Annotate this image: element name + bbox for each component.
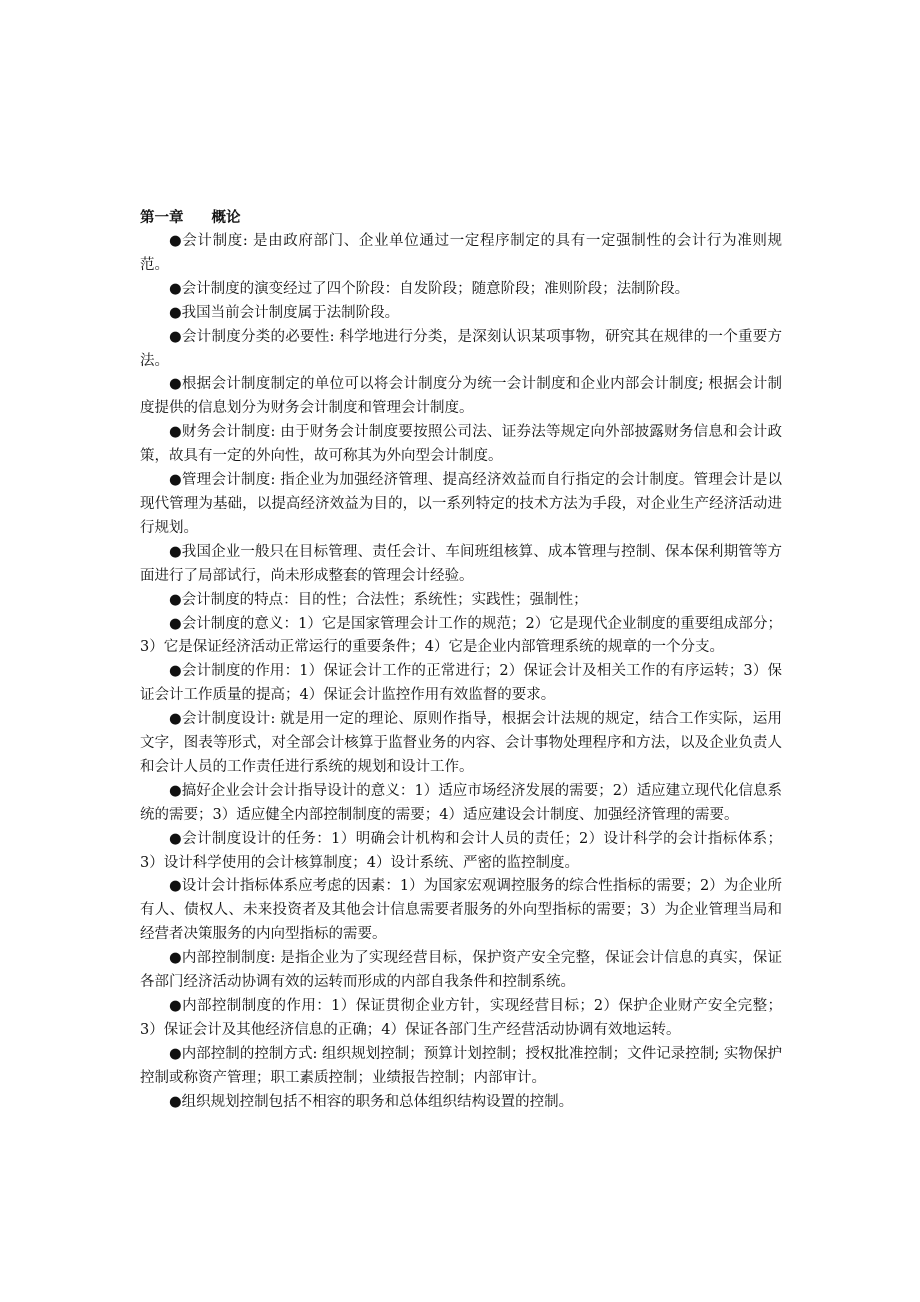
paragraph-text: 内部控制的控制方式: 组织规划控制；预算计划控制；授权批准控制；文件记录控制; 实物保护控制或称资产管理；职工素质控制；业绩报告控制；内部审计。 xyxy=(140,1045,782,1086)
bullet-icon: ● xyxy=(169,711,182,728)
paragraph-text: 会计制度设计的任务：1）明确会计机构和会计人员的责任；2）设计科学的会计指标体系；3）设计科学使用的会计核算制度；4）设计系统、严密的监控制度。 xyxy=(140,830,782,871)
paragraph-text: 会计制度的作用：1）保证会计工作的正常进行；2）保证会计及相关工作的有序运转；3）保证会计工作质量的提高；4）保证会计监控作用有效监督的要求。 xyxy=(140,663,782,704)
bullet-icon: ● xyxy=(169,782,182,799)
bullet-icon: ● xyxy=(169,998,183,1014)
bullet-icon: ● xyxy=(169,663,182,680)
paragraph xyxy=(140,230,782,278)
paragraph-text: 我国当前会计制度属于法制阶段。 xyxy=(181,304,400,321)
bullet-icon: ● xyxy=(169,376,182,393)
paragraph-text: 内部控制制度的作用：1）保证贯彻企业方针，实现经营目标；2）保护企业财产安全完整；3）保证会计及其他经济信息的正确；4）保证各部门生产经营活动协调有效地运转。 xyxy=(140,998,782,1038)
paragraph xyxy=(140,302,782,326)
paragraph-text: 设计会计指标体系应考虑的因素：1）为国家宏观调控服务的综合性指标的需要；2）为企业所有人、债权人、未来投资者及其他会计信息需要者服务的外向型指标的需要；3）为企业管理当局和经营者决策服务的内向型指标的需要。 xyxy=(140,878,782,943)
paragraph-text: 会计制度: 是由政府部门、企业单位通过一定程序制定的具有一定强制性的会计行为准则规范。 xyxy=(140,233,782,273)
paragraph xyxy=(140,828,782,876)
paragraph-text: 组织规划控制包括不相容的职务和总体组织结构设置的控制。 xyxy=(181,1093,574,1110)
paragraph xyxy=(140,326,782,374)
paragraph-text: 管理会计制度: 指企业为加强经济管理、提高经济效益而自行指定的会计制度。管理会计是以现代管理为基础，以提高经济效益为目的，以一系列特定的技术方法为手段，对企业生产经济活动进行规划。 xyxy=(140,472,782,536)
document-body xyxy=(140,206,782,1115)
paragraph-text: 搞好企业会计会计指导设计的意义：1）适应市场经济发展的需要；2）适应建立现代化信息系统的需要；3）适应健全内部控制制度的需要；4）适应建设会计制度、加强经济管理的需要。 xyxy=(140,782,782,823)
paragraph xyxy=(140,875,782,947)
paragraph xyxy=(140,589,782,613)
bullet-icon: ● xyxy=(169,830,183,847)
chapter-title: 概论 xyxy=(211,210,241,226)
paragraph-text: 会计制度的意义：1）它是国家管理会计工作的规范；2）它是现代企业制度的重要组成部分；3）它是保证经济活动正常运行的重要条件；4）它是企业内部管理系统的规章的一个分支。 xyxy=(140,615,782,656)
bullet-icon: ● xyxy=(169,950,182,967)
bullet-icon: ● xyxy=(169,328,182,345)
bullet-icon: ● xyxy=(169,304,182,321)
paragraph xyxy=(140,660,782,708)
paragraph-text: 会计制度的特点：目的性；合法性；系统性；实践性；强制性； xyxy=(181,591,588,608)
paragraph xyxy=(140,613,782,661)
bullet-icon: ● xyxy=(169,233,183,249)
chapter-heading xyxy=(140,206,782,230)
paragraph-text: 财务会计制度: 由于财务会计制度要按照公司法、证券法等规定向外部披露财务信息和会计政策，故具有一定的外向性，故可称其为外向型会计制度。 xyxy=(140,424,782,465)
bullet-icon: ● xyxy=(169,543,182,560)
paragraph-list xyxy=(140,230,782,1115)
paragraph-text: 会计制度的演变经过了四个阶段：自发阶段；随意阶段；准则阶段；法制阶段。 xyxy=(181,280,690,297)
bullet-icon: ● xyxy=(169,1093,182,1110)
bullet-icon: ● xyxy=(169,280,182,297)
paragraph xyxy=(140,708,782,780)
bullet-icon: ● xyxy=(169,615,182,632)
paragraph xyxy=(140,541,782,589)
bullet-icon: ● xyxy=(169,424,182,441)
paragraph xyxy=(140,373,782,421)
bullet-icon: ● xyxy=(169,1045,182,1062)
paragraph-text: 会计制度设计: 就是用一定的理论、原则作指导，根据会计法规的规定，结合工作实际，运用文字，图表等形式，对全部会计核算于监督业务的内容、会计事物处理程序和方法，以及企业负责人和会计人员的工作责任进行系统的规划和设计工作。 xyxy=(140,711,782,775)
paragraph xyxy=(140,995,782,1043)
paragraph-text: 我国企业一般只在目标管理、责任会计、车间班组核算、成本管理与控制、保本保利期管等方面进行了局部试行，尚未形成整套的管理会计经验。 xyxy=(140,543,782,584)
chapter-number: 第一章 xyxy=(140,210,184,226)
paragraph xyxy=(140,1091,782,1115)
bullet-icon: ● xyxy=(169,591,182,608)
paragraph xyxy=(140,469,782,541)
bullet-icon: ● xyxy=(169,472,182,489)
paragraph xyxy=(140,1043,782,1091)
paragraph xyxy=(140,278,782,302)
paragraph xyxy=(140,947,782,995)
paragraph-text: 根据会计制度制定的单位可以将会计制度分为统一会计制度和企业内部会计制度; 根据会计制度提供的信息划分为财务会计制度和管理会计制度。 xyxy=(140,376,782,417)
paragraph xyxy=(140,780,782,828)
paragraph-text: 会计制度分类的必要性: 科学地进行分类，是深刻认识某项事物，研究其在规律的一个重要方法。 xyxy=(140,328,782,369)
bullet-icon: ● xyxy=(169,878,182,895)
paragraph xyxy=(140,421,782,469)
paragraph-text: 内部控制制度: 是指企业为了实现经营目标，保护资产安全完整，保证会计信息的真实，保证各部门经济活动协调有效的运转而形成的内部自我条件和控制系统。 xyxy=(140,950,782,991)
